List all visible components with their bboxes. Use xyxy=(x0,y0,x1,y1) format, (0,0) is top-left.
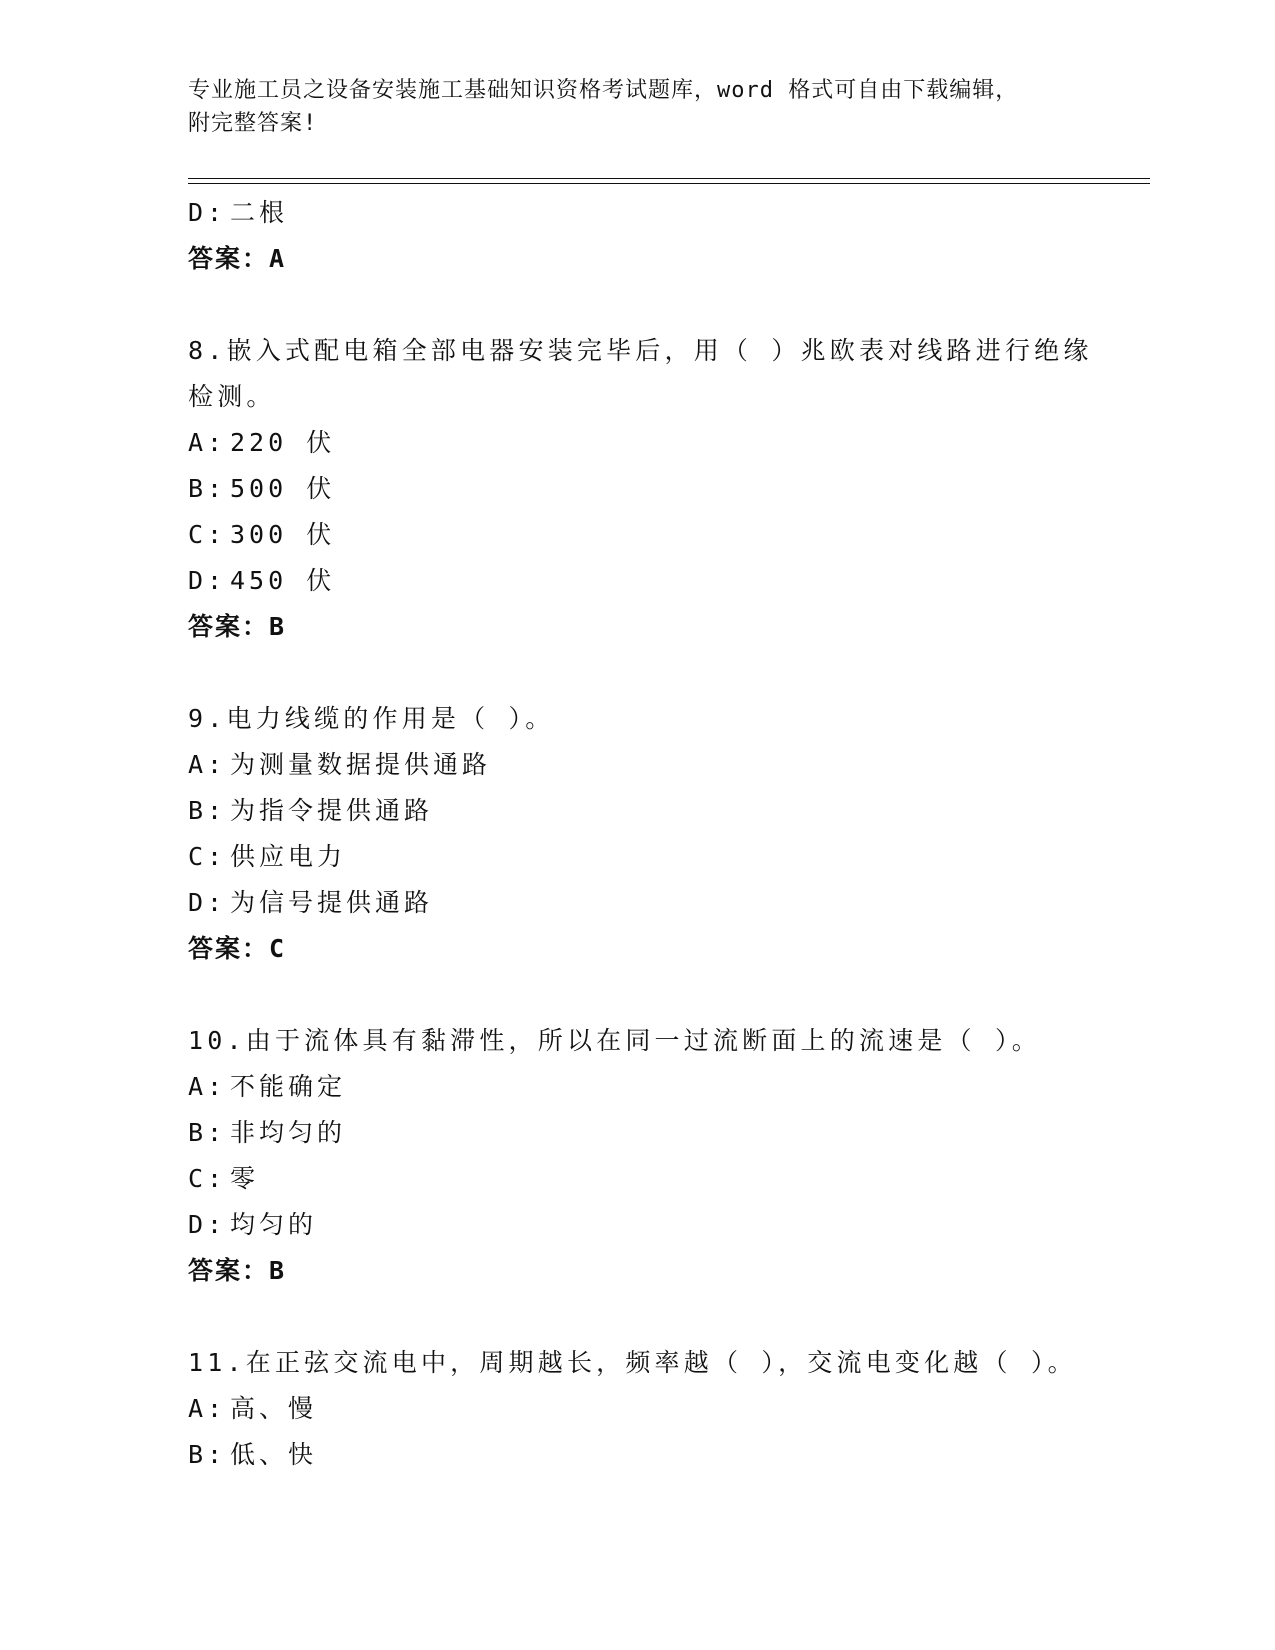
option-key: A: xyxy=(188,750,227,779)
option-a xyxy=(188,420,1088,466)
question-8 xyxy=(188,328,1093,650)
option-key: D: xyxy=(188,566,227,595)
question-11 xyxy=(188,1340,1088,1478)
option-key: B: xyxy=(188,474,227,503)
option-d xyxy=(188,880,1088,926)
header-line-2: 附完整答案! xyxy=(188,111,318,136)
option-text: 供应电力 xyxy=(230,842,347,871)
question-10 xyxy=(188,1018,1088,1294)
option-key: A: xyxy=(188,1072,227,1101)
answer-line: 答案：A xyxy=(188,244,287,273)
option-b xyxy=(188,1110,1088,1156)
question-stem: 11.在正弦交流电中，周期越长，频率越（ ），交流电变化越（ ）。 xyxy=(188,1348,1077,1377)
option-b xyxy=(188,1432,1088,1478)
option-text: 高、慢 xyxy=(230,1394,318,1423)
option-d xyxy=(188,558,1088,604)
option-a xyxy=(188,1386,1088,1432)
option-c xyxy=(188,1156,1088,1202)
header-divider-bottom xyxy=(188,183,1150,184)
answer-line: 答案：B xyxy=(188,612,287,641)
option-key: B: xyxy=(188,1118,227,1147)
option-c xyxy=(188,834,1088,880)
option-text: 220 伏 xyxy=(230,428,336,457)
spacer xyxy=(188,650,1088,696)
option-d xyxy=(188,190,1088,236)
option-d xyxy=(188,1202,1088,1248)
option-text: 低、快 xyxy=(230,1440,318,1469)
option-key: A: xyxy=(188,1394,227,1423)
header-divider-top xyxy=(188,178,1150,179)
option-b xyxy=(188,466,1088,512)
question-9 xyxy=(188,696,1088,972)
option-text: 二根 xyxy=(230,198,289,227)
answer-line: 答案：C xyxy=(188,934,287,963)
spacer xyxy=(188,282,1088,328)
option-key: D: xyxy=(188,198,227,227)
option-text: 零 xyxy=(230,1164,260,1193)
option-text: 300 伏 xyxy=(230,520,336,549)
option-key: C: xyxy=(188,1164,227,1193)
option-key: C: xyxy=(188,842,227,871)
question-list xyxy=(188,190,1093,1478)
header-line-1: 专业施工员之设备安装施工基础知识资格考试题库，word 格式可自由下载编辑， xyxy=(188,78,1019,103)
option-key: A: xyxy=(188,428,227,457)
option-text: 均匀的 xyxy=(230,1210,318,1239)
option-c xyxy=(188,512,1088,558)
option-key: B: xyxy=(188,796,227,825)
option-b xyxy=(188,788,1088,834)
option-key: C: xyxy=(188,520,227,549)
spacer xyxy=(188,972,1088,1018)
option-key: D: xyxy=(188,1210,227,1239)
option-text: 为测量数据提供通路 xyxy=(230,750,492,779)
question-stem: 8.嵌入式配电箱全部电器安装完毕后，用（ ）兆欧表对线路进行绝缘 xyxy=(188,336,1093,365)
option-text: 为信号提供通路 xyxy=(230,888,434,917)
option-text: 不能确定 xyxy=(230,1072,347,1101)
option-a xyxy=(188,742,1088,788)
spacer xyxy=(188,1294,1088,1340)
question-stem-continued: 检测。 xyxy=(188,382,276,411)
option-key: B: xyxy=(188,1440,227,1469)
option-key: D: xyxy=(188,888,227,917)
question-stem: 10.由于流体具有黏滞性，所以在同一过流断面上的流速是（ ）。 xyxy=(188,1026,1041,1055)
option-text: 500 伏 xyxy=(230,474,336,503)
option-text: 非均匀的 xyxy=(230,1118,347,1147)
question-stem: 9.电力线缆的作用是（ ）。 xyxy=(188,704,555,733)
option-text: 450 伏 xyxy=(230,566,336,595)
answer-line: 答案：B xyxy=(188,1256,287,1285)
document-header xyxy=(188,74,1088,140)
option-a xyxy=(188,1064,1088,1110)
option-text: 为指令提供通路 xyxy=(230,796,434,825)
